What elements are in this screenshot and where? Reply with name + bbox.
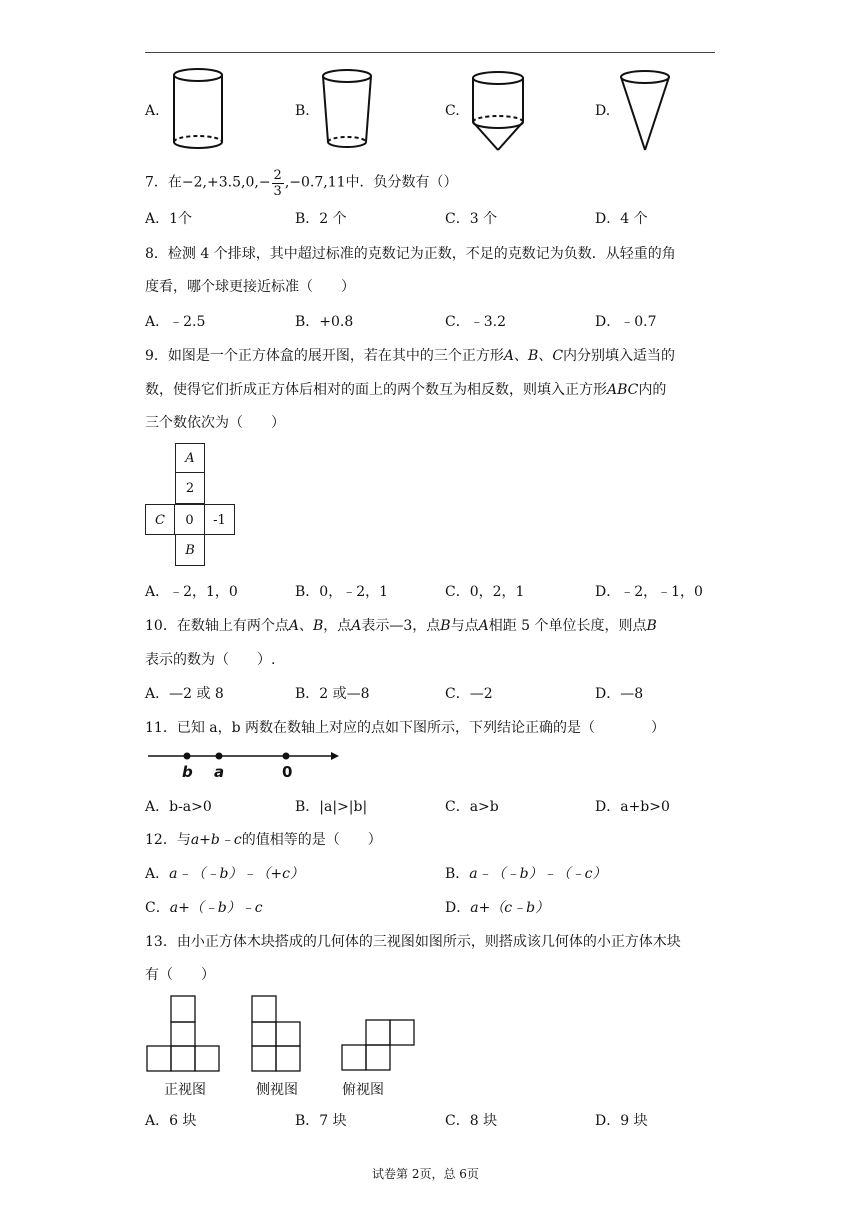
question-9-line2: 数，使得它们折成正方体后相对的面上的两个数互为相反数，则填入正方形ABC内的 — [145, 382, 667, 398]
q6-option-c-label: C. — [445, 103, 460, 119]
q10-option-c[interactable]: C．—2 — [445, 686, 493, 702]
three-views-figure — [145, 995, 425, 1075]
side-view-label: 侧视图 — [256, 1082, 298, 1098]
q11-option-b[interactable]: B．|a|>|b| — [295, 799, 368, 815]
q10-option-b[interactable]: B．2 或—8 — [295, 686, 370, 702]
q7-option-c[interactable]: C．3 个 — [445, 211, 498, 227]
number-line-figure — [145, 745, 340, 781]
q13-option-b[interactable]: B．7 块 — [295, 1113, 347, 1129]
question-12-line1: 12．与a+b﹣c的值相等的是（ ） — [145, 832, 382, 848]
number-line-label-a: a — [214, 763, 225, 781]
q9-option-c[interactable]: C．0，2，1 — [445, 584, 525, 600]
net-cell-0: 0 — [175, 504, 205, 535]
q9-option-d[interactable]: D．﹣2，﹣1，0 — [595, 584, 703, 600]
q6-cylinder-cone-figure — [470, 70, 526, 154]
question-8-line2: 度看，哪个球更接近标准（ ） — [145, 279, 355, 295]
q11-option-a[interactable]: A．b-a>0 — [145, 799, 212, 815]
q12-option-a[interactable]: A．a﹣（﹣b）﹣（+c） — [145, 866, 305, 882]
page-footer: 试卷第 2页，总 6页 — [372, 1167, 479, 1181]
q12-option-b[interactable]: B．a﹣（﹣b）﹣（﹣c） — [445, 866, 607, 882]
cube-net-figure — [145, 443, 235, 566]
q8-option-d[interactable]: D．﹣0.7 — [595, 314, 657, 330]
q13-option-c[interactable]: C．8 块 — [445, 1113, 498, 1129]
q6-option-b-label: B. — [295, 103, 310, 119]
question-13-line2: 有（ ） — [145, 967, 215, 983]
net-cell-neg1: -1 — [205, 504, 235, 535]
q11-option-d[interactable]: D．a+b>0 — [595, 799, 670, 815]
front-view-label: 正视图 — [164, 1082, 206, 1098]
q9-option-b[interactable]: B．0，﹣2，1 — [295, 584, 389, 600]
net-cell-c: C — [145, 504, 175, 535]
q9-option-a[interactable]: A．﹣2，1，0 — [145, 584, 238, 600]
q8-option-a[interactable]: A．﹣2.5 — [145, 314, 206, 330]
question-8-line1: 8．检测 4 个排球，其中超过标准的克数记为正数，不足的克数记为负数．从轻重的角 — [145, 246, 676, 262]
question-10-line1: 10．在数轴上有两个点A、B，点A表示—3，点B与点A相距 5 个单位长度，则点B — [145, 618, 657, 634]
net-cell-b: B — [175, 535, 205, 566]
net-cell-2: 2 — [175, 473, 205, 504]
q6-frustum-figure — [321, 68, 373, 152]
q13-option-a[interactable]: A．6 块 — [145, 1113, 197, 1129]
header-rule — [145, 52, 715, 53]
q7-option-d[interactable]: D．4 个 — [595, 211, 648, 227]
q11-option-c[interactable]: C．a>b — [445, 799, 499, 815]
q13-option-d[interactable]: D．9 块 — [595, 1113, 648, 1129]
question-10-line2: 表示的数为（ ）. — [145, 652, 276, 668]
net-cell-a: A — [175, 443, 205, 473]
q12-option-d[interactable]: D．a+（c﹣b） — [445, 900, 550, 916]
q8-option-b[interactable]: B．+0.8 — [295, 314, 354, 330]
question-7-stem: 7．在−2,+3.5,0,− $\frac{2}{3}$ ,−0.7,11中．负分数有（） — [145, 168, 458, 199]
q7-option-b[interactable]: B．2 个 — [295, 211, 347, 227]
question-9-line3: 三个数依次为（ ） — [145, 415, 285, 431]
number-line-label-zero: 0 — [282, 763, 293, 781]
top-view-label: 俯视图 — [342, 1082, 384, 1098]
number-line-label-b: b — [182, 763, 193, 781]
q8-option-c[interactable]: C．﹣3.2 — [445, 314, 506, 330]
q10-option-d[interactable]: D．—8 — [595, 686, 644, 702]
q12-option-c[interactable]: C．a+（﹣b）﹣c — [145, 900, 263, 916]
q6-cone-figure — [618, 68, 672, 154]
q10-option-a[interactable]: A．—2 或 8 — [145, 686, 224, 702]
q6-option-a-label: A. — [145, 103, 160, 119]
question-9-line1: 9．如图是一个正方体盒的展开图，若在其中的三个正方形A、B、C内分别填入适当的 — [145, 348, 676, 364]
q6-cylinder-figure — [172, 66, 224, 152]
q6-option-d-label: D. — [595, 103, 611, 119]
q7-option-a[interactable]: A．1个 — [145, 211, 193, 227]
question-13-line1: 13．由小正方体木块搭成的几何体的三视图如图所示，则搭成该几何体的小正方体木块 — [145, 934, 681, 950]
question-11-line1: 11．已知 a，b 两数在数轴上对应的点如下图所示，下列结论正确的是（ ） — [145, 720, 666, 736]
